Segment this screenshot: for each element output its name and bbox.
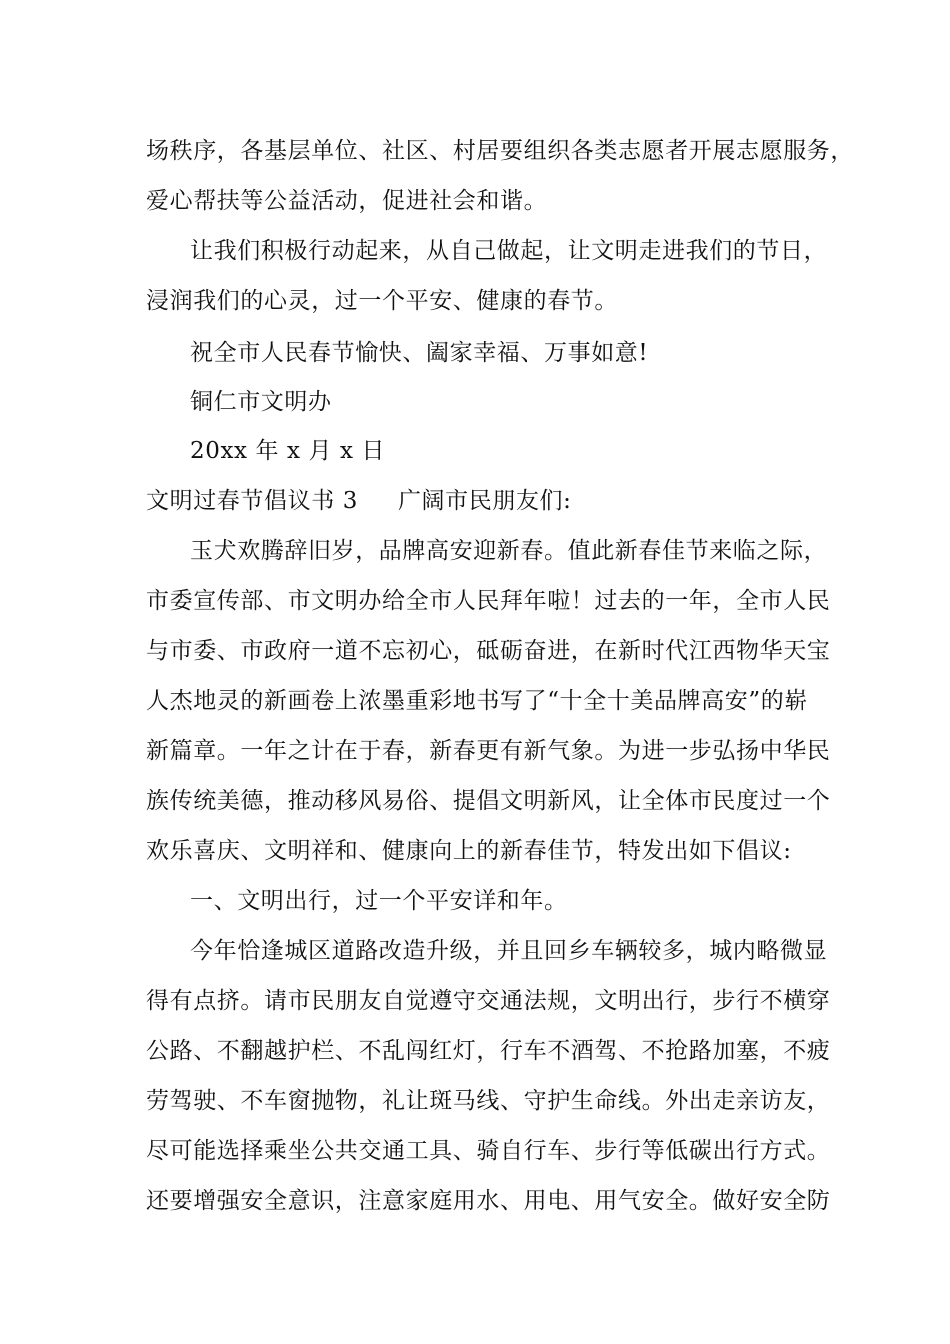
signature-org: 铜仁市文明办 xyxy=(190,389,332,415)
text-line: 爱心帮扶等公益活动，促进社会和谐。 xyxy=(146,188,548,214)
text-line: 今年恰逢城区道路改造升级，并且回乡车辆较多，城内略微显 xyxy=(190,938,828,964)
text-line: 市委宣传部、市文明办给全市人民拜年啦！过去的一年，全市人民 xyxy=(146,588,831,614)
text-line: 得有点挤。请市民朋友自觉遵守交通法规，文明出行，步行不横穿 xyxy=(146,988,831,1014)
text-line: 场秩序，各基层单位、社区、村居要组织各类志愿者开展志愿服务， xyxy=(146,138,854,164)
text-line: 还要增强安全意识，注意家庭用水、用电、用气安全。做好安全防 xyxy=(146,1188,831,1214)
subheading-line: 一、文明出行，过一个平安详和年。 xyxy=(190,888,568,914)
text-line: 欢乐喜庆、文明祥和、健康向上的新春佳节，特发出如下倡议: xyxy=(146,838,792,864)
text-line: 尽可能选择乘坐公共交通工具、骑自行车、步行等低碳出行方式。 xyxy=(146,1138,831,1164)
signature-date: 20xx 年 x 月 x 日 xyxy=(190,438,386,464)
text-line: 公路、不翻越护栏、不乱闯红灯，行车不酒驾、不抢路加塞，不疲 xyxy=(146,1038,831,1064)
text-line: 新篇章。一年之计在于春，新春更有新气象。为进一步弘扬中华民 xyxy=(146,738,831,764)
text-line: 族传统美德，推动移风易俗、提倡文明新风，让全体市民度过一个 xyxy=(146,788,831,814)
section-title: 文明过春节倡议书 3 xyxy=(146,488,358,514)
text-line: 让我们积极行动起来，从自己做起，让文明走进我们的节日， xyxy=(190,238,828,264)
text-line: 玉犬欢腾辞旧岁，品牌高安迎新春。值此新春佳节来临之际， xyxy=(190,538,828,564)
text-line: 人杰地灵的新画卷上浓墨重彩地书写了“十全十美品牌高安”的崭 xyxy=(146,688,808,714)
text-line: 劳驾驶、不车窗抛物，礼让斑马线、守护生命线。外出走亲访友， xyxy=(146,1088,831,1114)
text-line: 与市委、市政府一道不忘初心，砥砺奋进，在新时代江西物华天宝 xyxy=(146,638,831,664)
salutation: 广阔市民朋友们: xyxy=(397,488,572,514)
text-line: 祝全市人民春节愉快、阖家幸福、万事如意! xyxy=(190,340,649,366)
section-heading-line xyxy=(146,486,826,516)
text-line: 浸润我们的心灵，过一个平安、健康的春节。 xyxy=(146,288,618,314)
